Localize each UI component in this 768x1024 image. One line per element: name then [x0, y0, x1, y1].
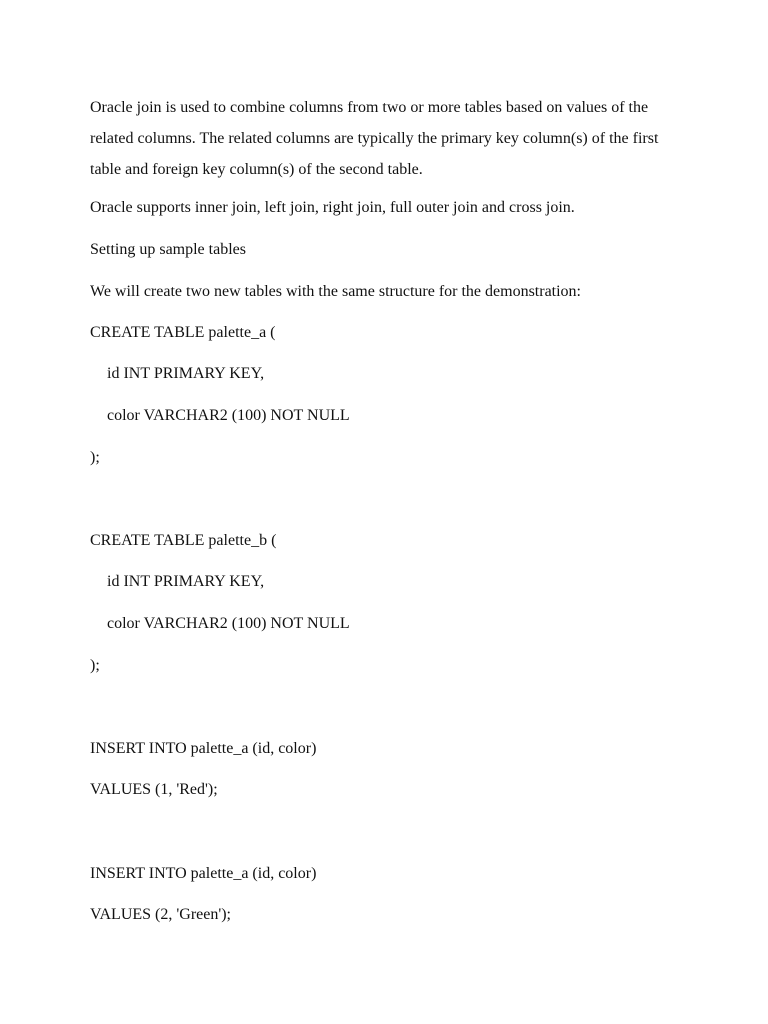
code-line-insert-2-a: INSERT INTO palette_a (id, color) — [90, 865, 317, 882]
code-line-insert-1-b: VALUES (1, 'Red'); — [90, 781, 218, 798]
code-line-create-b-3: color VARCHAR2 (100) NOT NULL — [107, 615, 350, 632]
code-line-create-b-2: id INT PRIMARY KEY, — [107, 573, 265, 590]
supports-line: Oracle supports inner join, left join, right join, full outer join and cross join. — [90, 199, 575, 216]
code-line-create-a-4: ); — [90, 449, 100, 466]
create-intro-line: We will create two new tables with the same structure for the demonstration: — [90, 283, 581, 300]
section-heading-setup: Setting up sample tables — [90, 241, 246, 258]
code-line-create-b-1: CREATE TABLE palette_b ( — [90, 532, 277, 549]
code-line-create-b-4: ); — [90, 657, 100, 674]
code-line-insert-1-a: INSERT INTO palette_a (id, color) — [90, 740, 317, 757]
code-line-create-a-2: id INT PRIMARY KEY, — [107, 365, 265, 382]
code-line-create-a-1: CREATE TABLE palette_a ( — [90, 324, 276, 341]
code-line-create-a-3: color VARCHAR2 (100) NOT NULL — [107, 407, 350, 424]
code-line-insert-2-b: VALUES (2, 'Green'); — [90, 906, 231, 923]
intro-paragraph: Oracle join is used to combine columns from two or more tables based on values of the related columns. The related columns are typically the primary key column(s) of the first table and foreign key column(s) of the second table. — [90, 99, 659, 178]
